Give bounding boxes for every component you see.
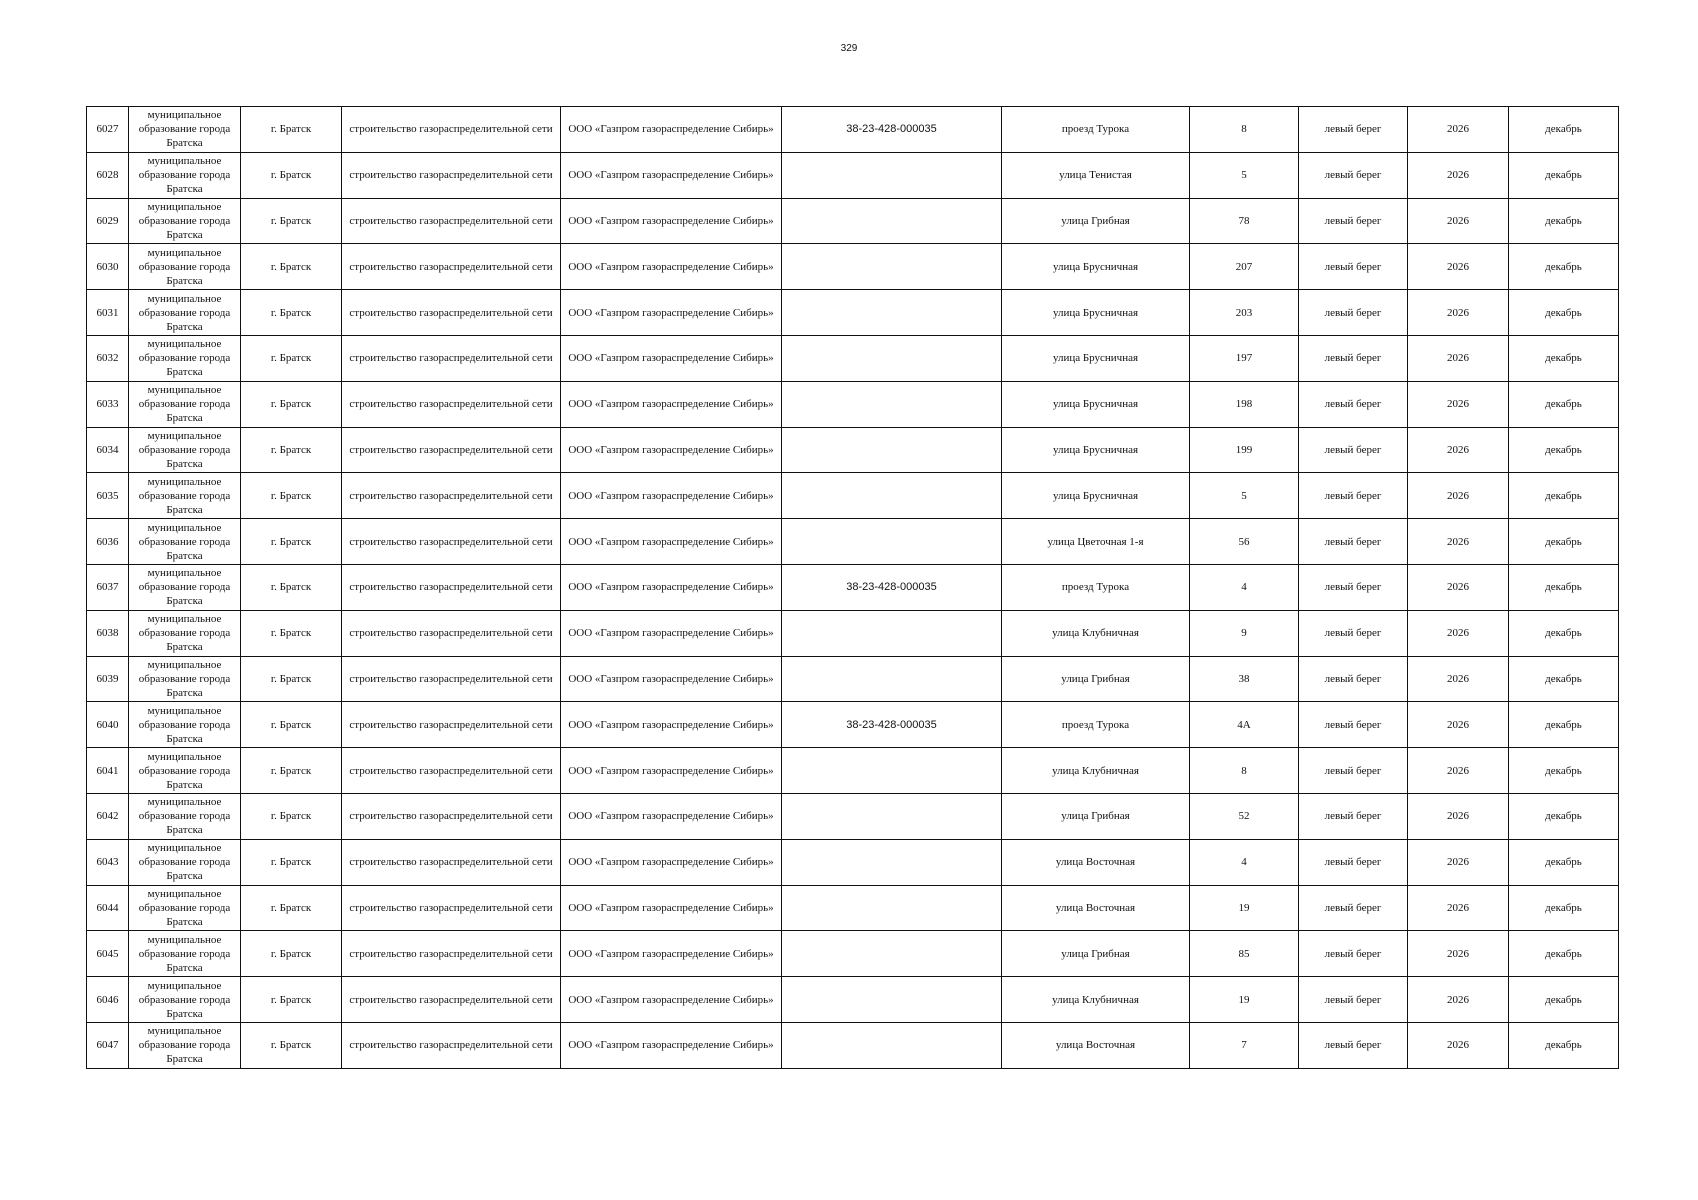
table-row	[87, 519, 1619, 565]
municipality-cell: муниципальное образование города Братска	[129, 473, 241, 519]
row-number-cell: 6040	[87, 702, 129, 748]
work-type-cell: строительство газораспределительной сети	[342, 564, 561, 610]
month-cell: декабрь	[1509, 107, 1619, 153]
municipality-cell: муниципальное образование города Братска	[129, 152, 241, 198]
street-cell: проезд Турока	[1002, 107, 1190, 153]
row-number-cell: 6043	[87, 839, 129, 885]
year-cell: 2026	[1408, 977, 1509, 1023]
organization-cell: ООО «Газпром газораспределение Сибирь»	[561, 244, 782, 290]
municipality-cell: муниципальное образование города Братска	[129, 748, 241, 794]
organization-cell: ООО «Газпром газораспределение Сибирь»	[561, 702, 782, 748]
street-cell: улица Восточная	[1002, 839, 1190, 885]
table-row	[87, 931, 1619, 977]
river-bank-cell: левый берег	[1299, 427, 1408, 473]
table-row	[87, 702, 1619, 748]
table-row	[87, 152, 1619, 198]
municipality-cell: муниципальное образование города Братска	[129, 198, 241, 244]
house-number-cell: 19	[1190, 977, 1299, 1023]
work-type-cell: строительство газораспределительной сети	[342, 473, 561, 519]
street-cell: улица Брусничная	[1002, 335, 1190, 381]
cadastral-number-cell	[782, 519, 1002, 565]
row-number-cell: 6045	[87, 931, 129, 977]
table-row	[87, 1022, 1619, 1068]
table-row	[87, 610, 1619, 656]
row-number-cell: 6034	[87, 427, 129, 473]
organization-cell: ООО «Газпром газораспределение Сибирь»	[561, 107, 782, 153]
city-cell: г. Братск	[241, 885, 342, 931]
table-row	[87, 107, 1619, 153]
year-cell: 2026	[1408, 244, 1509, 290]
organization-cell: ООО «Газпром газораспределение Сибирь»	[561, 610, 782, 656]
row-number-cell: 6044	[87, 885, 129, 931]
table-row	[87, 564, 1619, 610]
work-type-cell: строительство газораспределительной сети	[342, 198, 561, 244]
house-number-cell: 197	[1190, 335, 1299, 381]
table-row	[87, 381, 1619, 427]
city-cell: г. Братск	[241, 702, 342, 748]
work-type-cell: строительство газораспределительной сети	[342, 656, 561, 702]
house-number-cell: 4	[1190, 839, 1299, 885]
river-bank-cell: левый берег	[1299, 564, 1408, 610]
street-cell: улица Тенистая	[1002, 152, 1190, 198]
table-row	[87, 793, 1619, 839]
city-cell: г. Братск	[241, 977, 342, 1023]
municipality-cell: муниципальное образование города Братска	[129, 244, 241, 290]
city-cell: г. Братск	[241, 107, 342, 153]
street-cell: улица Грибная	[1002, 793, 1190, 839]
city-cell: г. Братск	[241, 793, 342, 839]
street-cell: улица Клубничная	[1002, 977, 1190, 1023]
year-cell: 2026	[1408, 564, 1509, 610]
page-number: 329	[840, 43, 858, 54]
river-bank-cell: левый берег	[1299, 931, 1408, 977]
year-cell: 2026	[1408, 702, 1509, 748]
row-number-cell: 6037	[87, 564, 129, 610]
year-cell: 2026	[1408, 381, 1509, 427]
table-row	[87, 977, 1619, 1023]
year-cell: 2026	[1408, 152, 1509, 198]
month-cell: декабрь	[1509, 931, 1619, 977]
work-type-cell: строительство газораспределительной сети	[342, 977, 561, 1023]
year-cell: 2026	[1408, 748, 1509, 794]
year-cell: 2026	[1408, 839, 1509, 885]
cadastral-number-cell	[782, 290, 1002, 336]
city-cell: г. Братск	[241, 427, 342, 473]
organization-cell: ООО «Газпром газораспределение Сибирь»	[561, 427, 782, 473]
row-number-cell: 6032	[87, 335, 129, 381]
table-row	[87, 885, 1619, 931]
river-bank-cell: левый берег	[1299, 473, 1408, 519]
street-cell: улица Клубничная	[1002, 748, 1190, 794]
organization-cell: ООО «Газпром газораспределение Сибирь»	[561, 335, 782, 381]
cadastral-number-cell	[782, 610, 1002, 656]
city-cell: г. Братск	[241, 335, 342, 381]
house-number-cell: 198	[1190, 381, 1299, 427]
work-type-cell: строительство газораспределительной сети	[342, 839, 561, 885]
cadastral-number-cell	[782, 381, 1002, 427]
month-cell: декабрь	[1509, 427, 1619, 473]
month-cell: декабрь	[1509, 656, 1619, 702]
organization-cell: ООО «Газпром газораспределение Сибирь»	[561, 748, 782, 794]
municipality-cell: муниципальное образование города Братска	[129, 427, 241, 473]
river-bank-cell: левый берег	[1299, 839, 1408, 885]
cadastral-number-cell	[782, 244, 1002, 290]
table-row	[87, 335, 1619, 381]
work-type-cell: строительство газораспределительной сети	[342, 107, 561, 153]
cadastral-number-cell: 38-23-428-000035	[782, 564, 1002, 610]
year-cell: 2026	[1408, 931, 1509, 977]
organization-cell: ООО «Газпром газораспределение Сибирь»	[561, 885, 782, 931]
year-cell: 2026	[1408, 885, 1509, 931]
year-cell: 2026	[1408, 1022, 1509, 1068]
municipality-cell: муниципальное образование города Братска	[129, 381, 241, 427]
cadastral-number-cell	[782, 152, 1002, 198]
organization-cell: ООО «Газпром газораспределение Сибирь»	[561, 564, 782, 610]
street-cell: улица Брусничная	[1002, 381, 1190, 427]
organization-cell: ООО «Газпром газораспределение Сибирь»	[561, 839, 782, 885]
year-cell: 2026	[1408, 335, 1509, 381]
month-cell: декабрь	[1509, 519, 1619, 565]
cadastral-number-cell	[782, 427, 1002, 473]
work-type-cell: строительство газораспределительной сети	[342, 610, 561, 656]
organization-cell: ООО «Газпром газораспределение Сибирь»	[561, 381, 782, 427]
house-number-cell: 38	[1190, 656, 1299, 702]
house-number-cell: 56	[1190, 519, 1299, 565]
row-number-cell: 6027	[87, 107, 129, 153]
row-number-cell: 6038	[87, 610, 129, 656]
city-cell: г. Братск	[241, 839, 342, 885]
year-cell: 2026	[1408, 473, 1509, 519]
river-bank-cell: левый берег	[1299, 244, 1408, 290]
year-cell: 2026	[1408, 290, 1509, 336]
row-number-cell: 6033	[87, 381, 129, 427]
municipality-cell: муниципальное образование города Братска	[129, 793, 241, 839]
river-bank-cell: левый берег	[1299, 702, 1408, 748]
month-cell: декабрь	[1509, 1022, 1619, 1068]
river-bank-cell: левый берег	[1299, 381, 1408, 427]
work-type-cell: строительство газораспределительной сети	[342, 793, 561, 839]
house-number-cell: 8	[1190, 748, 1299, 794]
table-row	[87, 427, 1619, 473]
organization-cell: ООО «Газпром газораспределение Сибирь»	[561, 1022, 782, 1068]
organization-cell: ООО «Газпром газораспределение Сибирь»	[561, 290, 782, 336]
row-number-cell: 6039	[87, 656, 129, 702]
house-number-cell: 78	[1190, 198, 1299, 244]
cadastral-number-cell	[782, 335, 1002, 381]
row-number-cell: 6047	[87, 1022, 129, 1068]
municipality-cell: муниципальное образование города Братска	[129, 702, 241, 748]
municipality-cell: муниципальное образование города Братска	[129, 839, 241, 885]
street-cell: улица Грибная	[1002, 656, 1190, 702]
organization-cell: ООО «Газпром газораспределение Сибирь»	[561, 152, 782, 198]
river-bank-cell: левый берег	[1299, 793, 1408, 839]
cadastral-number-cell	[782, 198, 1002, 244]
street-cell: улица Цветочная 1-я	[1002, 519, 1190, 565]
table-row	[87, 290, 1619, 336]
month-cell: декабрь	[1509, 885, 1619, 931]
street-cell: улица Грибная	[1002, 931, 1190, 977]
table-row	[87, 244, 1619, 290]
month-cell: декабрь	[1509, 793, 1619, 839]
house-number-cell: 9	[1190, 610, 1299, 656]
row-number-cell: 6028	[87, 152, 129, 198]
month-cell: декабрь	[1509, 290, 1619, 336]
municipality-cell: муниципальное образование города Братска	[129, 931, 241, 977]
city-cell: г. Братск	[241, 290, 342, 336]
river-bank-cell: левый берег	[1299, 290, 1408, 336]
river-bank-cell: левый берег	[1299, 885, 1408, 931]
cadastral-number-cell: 38-23-428-000035	[782, 702, 1002, 748]
street-cell: улица Брусничная	[1002, 473, 1190, 519]
table-body	[87, 107, 1619, 1069]
street-cell: проезд Турока	[1002, 564, 1190, 610]
work-type-cell: строительство газораспределительной сети	[342, 931, 561, 977]
work-type-cell: строительство газораспределительной сети	[342, 244, 561, 290]
work-type-cell: строительство газораспределительной сети	[342, 748, 561, 794]
month-cell: декабрь	[1509, 244, 1619, 290]
organization-cell: ООО «Газпром газораспределение Сибирь»	[561, 977, 782, 1023]
street-cell: улица Брусничная	[1002, 427, 1190, 473]
city-cell: г. Братск	[241, 244, 342, 290]
city-cell: г. Братск	[241, 152, 342, 198]
municipality-cell: муниципальное образование города Братска	[129, 564, 241, 610]
city-cell: г. Братск	[241, 931, 342, 977]
work-type-cell: строительство газораспределительной сети	[342, 381, 561, 427]
house-number-cell: 52	[1190, 793, 1299, 839]
river-bank-cell: левый берег	[1299, 152, 1408, 198]
city-cell: г. Братск	[241, 198, 342, 244]
row-number-cell: 6035	[87, 473, 129, 519]
city-cell: г. Братск	[241, 519, 342, 565]
house-number-cell: 19	[1190, 885, 1299, 931]
city-cell: г. Братск	[241, 381, 342, 427]
organization-cell: ООО «Газпром газораспределение Сибирь»	[561, 473, 782, 519]
row-number-cell: 6046	[87, 977, 129, 1023]
city-cell: г. Братск	[241, 610, 342, 656]
house-number-cell: 5	[1190, 152, 1299, 198]
municipality-cell: муниципальное образование города Братска	[129, 1022, 241, 1068]
cadastral-number-cell	[782, 1022, 1002, 1068]
municipality-cell: муниципальное образование города Братска	[129, 335, 241, 381]
city-cell: г. Братск	[241, 564, 342, 610]
year-cell: 2026	[1408, 793, 1509, 839]
month-cell: декабрь	[1509, 748, 1619, 794]
table-row	[87, 839, 1619, 885]
river-bank-cell: левый берег	[1299, 198, 1408, 244]
table-row	[87, 473, 1619, 519]
house-number-cell: 203	[1190, 290, 1299, 336]
river-bank-cell: левый берег	[1299, 107, 1408, 153]
city-cell: г. Братск	[241, 748, 342, 794]
work-type-cell: строительство газораспределительной сети	[342, 427, 561, 473]
cadastral-number-cell	[782, 473, 1002, 519]
row-number-cell: 6031	[87, 290, 129, 336]
cadastral-number-cell: 38-23-428-000035	[782, 107, 1002, 153]
cadastral-number-cell	[782, 931, 1002, 977]
river-bank-cell: левый берег	[1299, 335, 1408, 381]
month-cell: декабрь	[1509, 564, 1619, 610]
month-cell: декабрь	[1509, 702, 1619, 748]
river-bank-cell: левый берег	[1299, 977, 1408, 1023]
year-cell: 2026	[1408, 198, 1509, 244]
year-cell: 2026	[1408, 107, 1509, 153]
river-bank-cell: левый берег	[1299, 519, 1408, 565]
work-type-cell: строительство газораспределительной сети	[342, 519, 561, 565]
house-number-cell: 5	[1190, 473, 1299, 519]
work-type-cell: строительство газораспределительной сети	[342, 335, 561, 381]
municipality-cell: муниципальное образование города Братска	[129, 107, 241, 153]
street-cell: проезд Турока	[1002, 702, 1190, 748]
cadastral-number-cell	[782, 977, 1002, 1023]
municipality-cell: муниципальное образование города Братска	[129, 290, 241, 336]
organization-cell: ООО «Газпром газораспределение Сибирь»	[561, 519, 782, 565]
house-number-cell: 4	[1190, 564, 1299, 610]
organization-cell: ООО «Газпром газораспределение Сибирь»	[561, 198, 782, 244]
month-cell: декабрь	[1509, 839, 1619, 885]
year-cell: 2026	[1408, 656, 1509, 702]
river-bank-cell: левый берег	[1299, 1022, 1408, 1068]
month-cell: декабрь	[1509, 381, 1619, 427]
house-number-cell: 207	[1190, 244, 1299, 290]
cadastral-number-cell	[782, 885, 1002, 931]
month-cell: декабрь	[1509, 152, 1619, 198]
street-cell: улица Грибная	[1002, 198, 1190, 244]
river-bank-cell: левый берег	[1299, 610, 1408, 656]
row-number-cell: 6029	[87, 198, 129, 244]
house-number-cell: 8	[1190, 107, 1299, 153]
month-cell: декабрь	[1509, 610, 1619, 656]
house-number-cell: 7	[1190, 1022, 1299, 1068]
month-cell: декабрь	[1509, 335, 1619, 381]
city-cell: г. Братск	[241, 473, 342, 519]
work-type-cell: строительство газораспределительной сети	[342, 702, 561, 748]
street-cell: улица Брусничная	[1002, 244, 1190, 290]
year-cell: 2026	[1408, 519, 1509, 565]
municipality-cell: муниципальное образование города Братска	[129, 656, 241, 702]
work-type-cell: строительство газораспределительной сети	[342, 290, 561, 336]
table-row	[87, 656, 1619, 702]
municipality-cell: муниципальное образование города Братска	[129, 519, 241, 565]
work-type-cell: строительство газораспределительной сети	[342, 1022, 561, 1068]
work-type-cell: строительство газораспределительной сети	[342, 152, 561, 198]
year-cell: 2026	[1408, 610, 1509, 656]
cadastral-number-cell	[782, 793, 1002, 839]
table-row	[87, 198, 1619, 244]
house-number-cell: 85	[1190, 931, 1299, 977]
house-number-cell: 4А	[1190, 702, 1299, 748]
organization-cell: ООО «Газпром газораспределение Сибирь»	[561, 931, 782, 977]
municipality-cell: муниципальное образование города Братска	[129, 977, 241, 1023]
cadastral-number-cell	[782, 748, 1002, 794]
cadastral-number-cell	[782, 656, 1002, 702]
city-cell: г. Братск	[241, 1022, 342, 1068]
organization-cell: ООО «Газпром газораспределение Сибирь»	[561, 793, 782, 839]
street-cell: улица Брусничная	[1002, 290, 1190, 336]
month-cell: декабрь	[1509, 977, 1619, 1023]
cadastral-number-cell	[782, 839, 1002, 885]
month-cell: декабрь	[1509, 473, 1619, 519]
row-number-cell: 6042	[87, 793, 129, 839]
row-number-cell: 6041	[87, 748, 129, 794]
street-cell: улица Восточная	[1002, 885, 1190, 931]
municipality-cell: муниципальное образование города Братска	[129, 610, 241, 656]
house-number-cell: 199	[1190, 427, 1299, 473]
municipality-cell: муниципальное образование города Братска	[129, 885, 241, 931]
river-bank-cell: левый берег	[1299, 748, 1408, 794]
street-cell: улица Восточная	[1002, 1022, 1190, 1068]
register-table	[86, 106, 1619, 1069]
organization-cell: ООО «Газпром газораспределение Сибирь»	[561, 656, 782, 702]
year-cell: 2026	[1408, 427, 1509, 473]
street-cell: улица Клубничная	[1002, 610, 1190, 656]
month-cell: декабрь	[1509, 198, 1619, 244]
row-number-cell: 6036	[87, 519, 129, 565]
work-type-cell: строительство газораспределительной сети	[342, 885, 561, 931]
row-number-cell: 6030	[87, 244, 129, 290]
table-row	[87, 748, 1619, 794]
river-bank-cell: левый берег	[1299, 656, 1408, 702]
city-cell: г. Братск	[241, 656, 342, 702]
